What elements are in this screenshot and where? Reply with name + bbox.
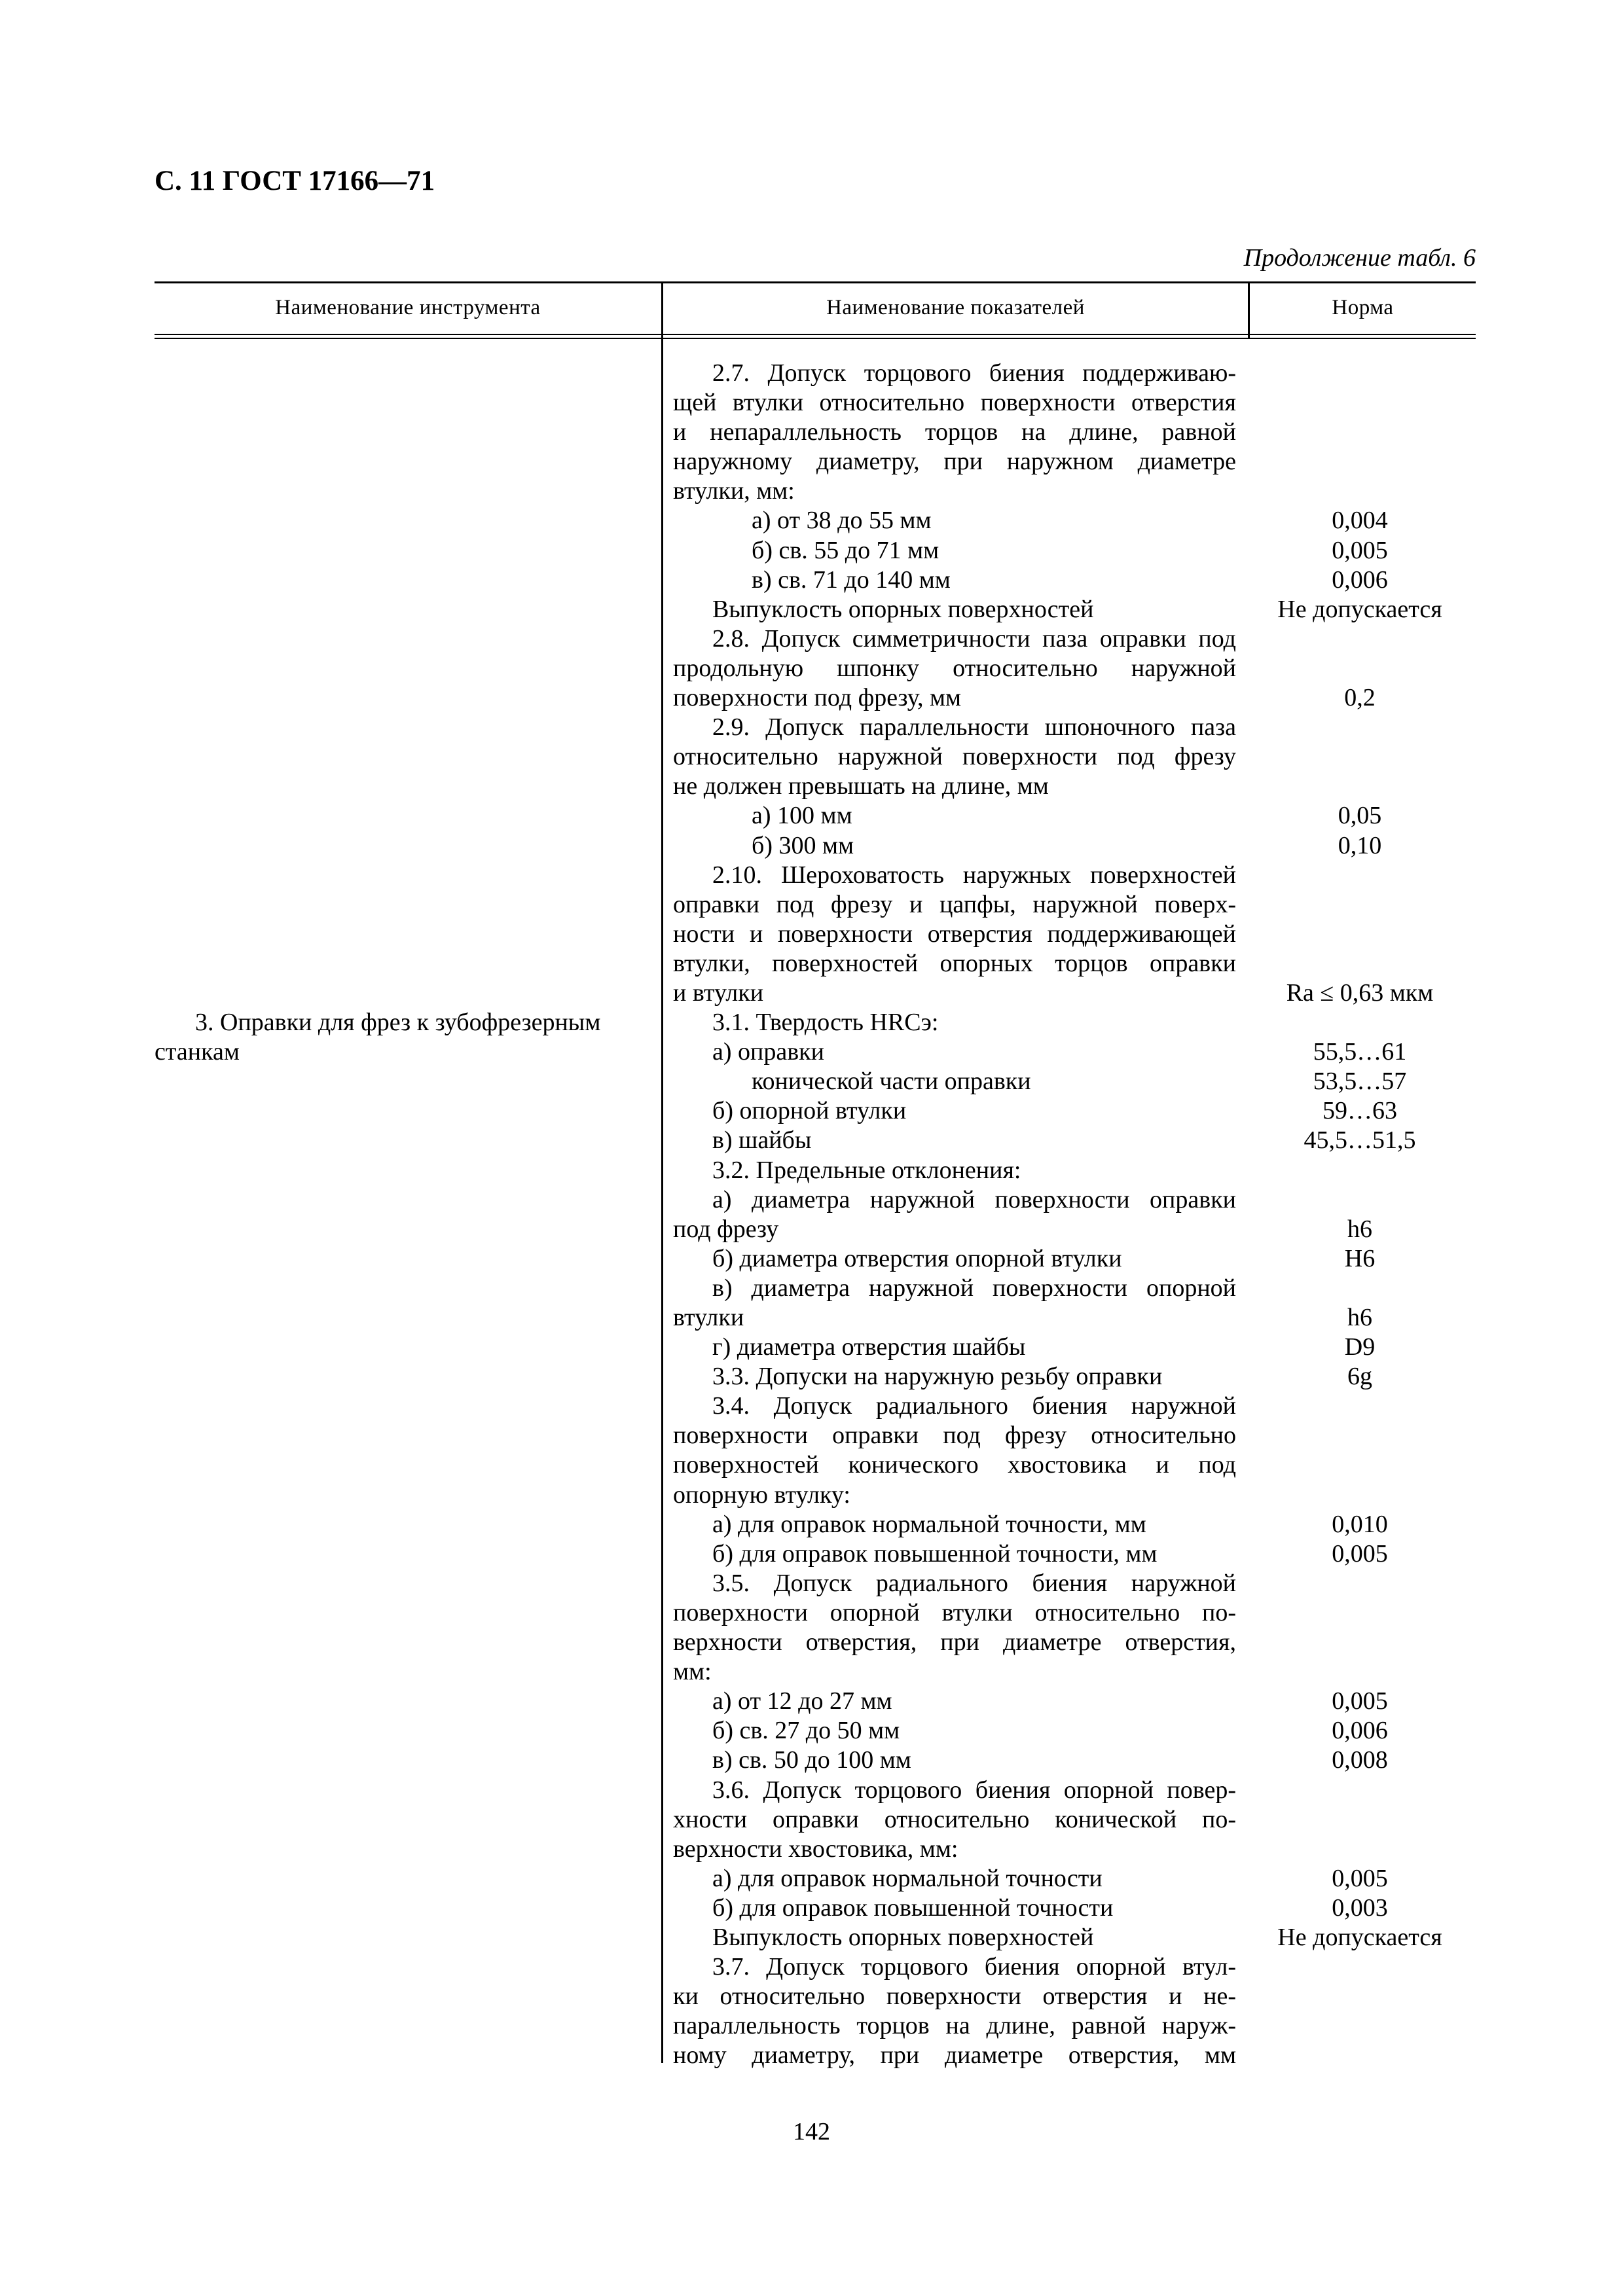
table-row xyxy=(155,1598,1476,1628)
norm-value: 0,005 xyxy=(1332,1539,1388,1568)
indicator-text: б) для оправок повышенной точности xyxy=(712,1893,1114,1922)
table-row xyxy=(155,801,1476,831)
table-row xyxy=(155,359,1476,388)
table-row xyxy=(155,1037,1476,1067)
indicator-text: верхности хвостовика, мм: xyxy=(673,1835,958,1863)
indicator-text: в) св. 50 до 100 мм xyxy=(712,1746,911,1774)
indicator-text: втулки, поверхностей опорных торцов оправки xyxy=(673,949,1236,977)
indicator-text: 3.1. Твердость HRCэ: xyxy=(712,1009,939,1037)
indicator-text: параллельность торцов на длине, равной наруж- xyxy=(673,2012,1236,2040)
table-row xyxy=(155,536,1476,565)
table-row xyxy=(155,1893,1476,1923)
indicator-text: поверхностей конического хвостовика и под xyxy=(673,1451,1236,1479)
indicator-text: под фрезу xyxy=(673,1215,779,1243)
table-row xyxy=(155,1776,1476,1805)
indicator-text: втулки, мм: xyxy=(673,477,795,505)
indicator-text: ности и поверхности отверстия поддерживающей xyxy=(673,920,1236,948)
norm-value: 0,003 xyxy=(1332,1893,1388,1922)
norm-value: 0,006 xyxy=(1332,565,1388,594)
indicator-text: не должен превышать на длине, мм xyxy=(673,772,1049,800)
table-row xyxy=(155,1067,1476,1096)
table-row xyxy=(155,447,1476,476)
norm-value: Не допускается xyxy=(1277,595,1442,623)
norm-value: 45,5…51,5 xyxy=(1304,1126,1416,1155)
norm-value: D9 xyxy=(1344,1333,1376,1361)
table-row xyxy=(155,1303,1476,1333)
indicator-text: а) от 12 до 27 мм xyxy=(712,1687,892,1715)
column-header-tool: Наименование инструмента xyxy=(275,295,541,319)
column-header-indicator: Наименование показателей xyxy=(826,295,1085,319)
specification-table xyxy=(155,281,1476,2070)
indicator-text: Выпуклость опорных поверхностей xyxy=(712,1923,1094,1951)
norm-value: 53,5…57 xyxy=(1313,1067,1407,1096)
indicator-text: оправки под фрезу и цапфы, наружной поверх- xyxy=(673,890,1236,918)
indicator-text: ному диаметру, при диаметре отверстия, мм xyxy=(673,2041,1236,2070)
table-row xyxy=(155,1569,1476,1598)
norm-value: 55,5…61 xyxy=(1313,1038,1407,1066)
norm-value: H6 xyxy=(1344,1244,1376,1272)
indicator-text: верхности отверстия, при диаметре отверстия, xyxy=(673,1628,1236,1657)
norm-value: 0,004 xyxy=(1332,507,1388,535)
table-row xyxy=(155,1716,1476,1746)
norm-value: h6 xyxy=(1347,1304,1372,1331)
norm-value: 0,005 xyxy=(1332,536,1388,564)
indicator-text: а) для оправок нормальной точности, мм xyxy=(712,1510,1146,1538)
indicator-text: продольную шпонку относительно наружной xyxy=(673,654,1236,682)
indicator-text: втулки xyxy=(673,1304,744,1331)
indicator-text: 2.8. Допуск симметричности паза оправки под xyxy=(712,624,1236,653)
indicator-text: Выпуклость опорных поверхностей xyxy=(712,595,1094,623)
table-row xyxy=(155,920,1476,949)
norm-value: Не допускается xyxy=(1277,1923,1442,1951)
tool-name-line-2: станкам xyxy=(155,1038,240,1066)
table-row xyxy=(155,2041,1476,2070)
indicator-text: в) св. 71 до 140 мм xyxy=(752,565,951,594)
table-row xyxy=(155,2011,1476,2041)
indicator-text: 3.6. Допуск торцового биения опорной повер- xyxy=(712,1776,1236,1804)
table-row xyxy=(155,978,1476,1008)
table-row xyxy=(155,772,1476,801)
norm-value: 0,008 xyxy=(1332,1746,1388,1774)
table-row xyxy=(155,624,1476,654)
indicator-text: и непараллельность торцов на длине, равной xyxy=(673,418,1236,446)
table-row xyxy=(155,890,1476,920)
table-row xyxy=(155,595,1476,624)
indicator-text: а) оправки xyxy=(712,1038,824,1066)
continuation-label: Продолжение табл. 6 xyxy=(1243,244,1476,272)
table-row xyxy=(155,1952,1476,1982)
table-row xyxy=(155,1008,1476,1037)
table-row xyxy=(155,1628,1476,1657)
norm-value: 0,005 xyxy=(1332,1687,1388,1715)
norm-value: 6g xyxy=(1347,1363,1372,1391)
indicator-text: ки относительно поверхности отверстия и не- xyxy=(673,1982,1236,2011)
indicator-text: поверхности оправки под фрезу относительно xyxy=(673,1422,1236,1450)
table-row xyxy=(155,565,1476,595)
table-row xyxy=(155,1126,1476,1155)
table-row xyxy=(155,1746,1476,1775)
norm-value: h6 xyxy=(1347,1215,1372,1243)
indicator-text: поверхности опорной втулки относительно по- xyxy=(673,1598,1236,1626)
indicator-text: опорную втулку: xyxy=(673,1480,850,1509)
indicator-text: б) 300 мм xyxy=(752,831,854,859)
table-row xyxy=(155,949,1476,978)
table-body xyxy=(155,359,1476,2070)
norm-value: 0,10 xyxy=(1338,831,1382,859)
table-row xyxy=(155,1657,1476,1687)
indicator-text: мм: xyxy=(673,1658,712,1686)
norm-value: 0,2 xyxy=(1344,684,1376,712)
tool-name-line-1: 3. Оправки для фрез к зубофрезерным xyxy=(195,1009,601,1037)
indicator-text: относительно наружной поверхности под фрезу xyxy=(673,743,1236,771)
table-row xyxy=(155,1391,1476,1421)
indicator-text: хности оправки относительно конической по- xyxy=(673,1805,1236,1833)
table-row xyxy=(155,476,1476,506)
page-header: С. 11 ГОСТ 17166—71 xyxy=(155,166,435,196)
indicator-text: наружному диаметру, при наружном диаметре xyxy=(673,448,1236,476)
indicator-text: б) диаметра отверстия опорной втулки xyxy=(712,1244,1122,1272)
table-row xyxy=(155,1244,1476,1274)
table-row xyxy=(155,1539,1476,1569)
indicator-text: 3.2. Предельные отклонения: xyxy=(712,1156,1021,1184)
indicator-text: а) 100 мм xyxy=(752,802,852,830)
indicator-text: 2.7. Допуск торцового биения поддерживаю- xyxy=(712,359,1236,387)
header-rule xyxy=(155,334,1476,335)
page-number: 142 xyxy=(793,2118,830,2145)
table-row xyxy=(155,654,1476,683)
table-row xyxy=(155,1510,1476,1539)
table-row xyxy=(155,861,1476,890)
table-row xyxy=(155,1480,1476,1510)
indicator-text: 2.10. Шероховатость наружных поверхностей xyxy=(712,861,1236,889)
table-row xyxy=(155,1982,1476,2011)
indicator-text: а) диаметра наружной поверхности оправки xyxy=(712,1185,1236,1213)
table-row xyxy=(155,831,1476,861)
table-row xyxy=(155,1333,1476,1362)
indicator-text: в) диаметра наружной поверхности опорной xyxy=(712,1274,1236,1302)
indicator-text: в) шайбы xyxy=(712,1126,812,1155)
table-row xyxy=(155,1864,1476,1893)
table-row xyxy=(155,1185,1476,1215)
table-row xyxy=(155,506,1476,535)
norm-value: 0,005 xyxy=(1332,1864,1388,1892)
indicator-text: 3.3. Допуски на наружную резьбу оправки xyxy=(712,1363,1163,1391)
norm-value: 0,05 xyxy=(1338,802,1382,830)
indicator-text: конической части оправки xyxy=(752,1067,1031,1096)
norm-value: 0,010 xyxy=(1332,1510,1388,1538)
table-row xyxy=(155,1835,1476,1864)
indicator-text: и втулки xyxy=(673,978,764,1007)
table-row xyxy=(155,1362,1476,1391)
indicator-text: а) для оправок нормальной точности xyxy=(712,1864,1103,1892)
indicator-text: 2.9. Допуск параллельности шпоночного паза xyxy=(712,713,1236,742)
table-row xyxy=(155,683,1476,713)
table-row xyxy=(155,1923,1476,1952)
table-row xyxy=(155,1215,1476,1244)
table-row xyxy=(155,742,1476,772)
norm-value: 59…63 xyxy=(1322,1097,1397,1125)
table-row xyxy=(155,1156,1476,1185)
table-row xyxy=(155,388,1476,418)
norm-value: Ra ≤ 0,63 мкм xyxy=(1286,978,1434,1007)
indicator-text: б) св. 55 до 71 мм xyxy=(752,536,939,564)
column-header-norm: Норма xyxy=(1332,295,1394,319)
indicator-text: б) опорной втулки xyxy=(712,1097,907,1125)
table-row xyxy=(155,1421,1476,1450)
indicator-text: 3.5. Допуск радиального биения наружной xyxy=(712,1569,1236,1597)
table-row xyxy=(155,1096,1476,1126)
indicator-text: а) от 38 до 55 мм xyxy=(752,507,932,535)
table-row xyxy=(155,1805,1476,1835)
norm-value: 0,006 xyxy=(1332,1717,1388,1745)
table-row xyxy=(155,1274,1476,1303)
indicator-text: 3.4. Допуск радиального биения наружной xyxy=(712,1392,1236,1420)
indicator-text: поверхности под фрезу, мм xyxy=(673,684,962,712)
table-row xyxy=(155,1687,1476,1716)
table-row xyxy=(155,418,1476,447)
indicator-text: б) для оправок повышенной точности, мм xyxy=(712,1539,1158,1568)
indicator-text: щей втулки относительно поверхности отверстия xyxy=(673,389,1236,417)
table-row xyxy=(155,713,1476,742)
header-rule-double xyxy=(155,338,1476,339)
indicator-text: б) св. 27 до 50 мм xyxy=(712,1717,900,1745)
indicator-text: 3.7. Допуск торцового биения опорной втул- xyxy=(712,1953,1236,1981)
indicator-text: г) диаметра отверстия шайбы xyxy=(712,1333,1026,1361)
table-row xyxy=(155,1450,1476,1480)
